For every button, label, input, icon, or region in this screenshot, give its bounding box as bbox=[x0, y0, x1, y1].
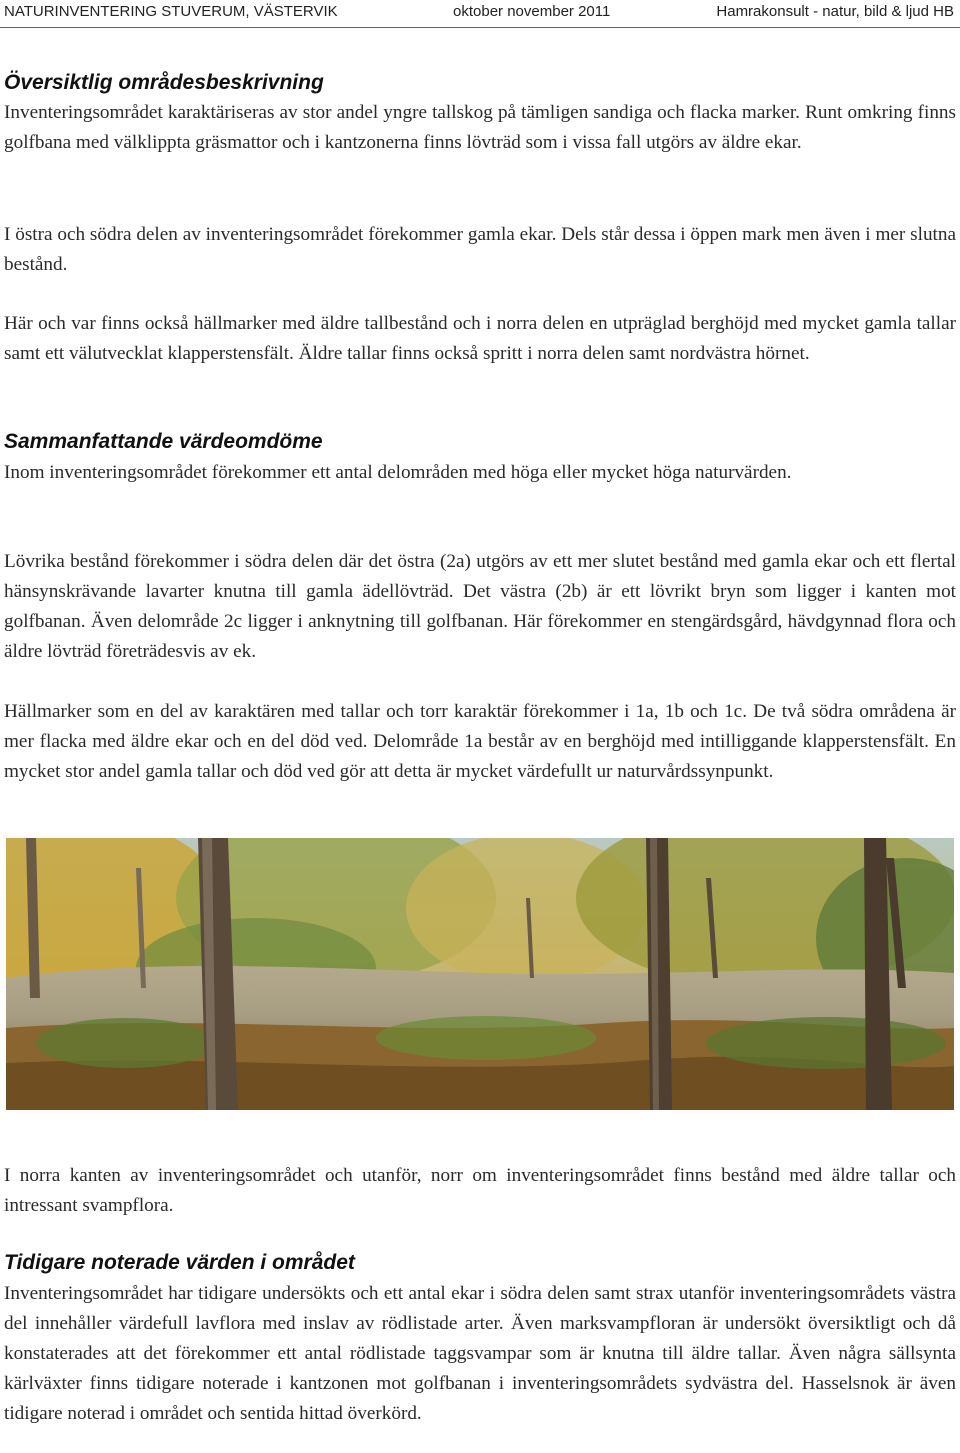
paragraph-summary-2: Lövrika bestånd förekommer i södra delen där det östra (2a) utgörs av ett mer slutet bestånd med gamla ekar och ett flertal hänsynskrävande lavarter knutna till gamla ädellövträd. Det västra (2b) är ett lövrikt bryn som ligger i kanten mot golfbanan. Även delområde 2c ligger i anknytning till golfbanan. Här förekommer en stengärdsgård, hävdgynnad flora och äldre lövträd företrädesvis av ek. bbox=[4, 551, 956, 662]
paragraph-summary-1: Inom inventeringsområdet förekommer ett antal delområden med höga eller mycket höga naturvärden. bbox=[4, 462, 792, 483]
paragraph-previous-values: Inventeringsområdet har tidigare undersökts och ett antal ekar i södra delen samt strax utanför inventeringsområdets västra del innehåller värdefull lavflora med inslav av rödlistade arter. Även marksvampfloran är undersökt översiktligt och då konstaterades att det förekommer ett antal rödlistade taggsvampar som är knutna till äldre tallar. Även några sällsynta kärlväxter finns tidigare noterade i kantzonen mot golfbanan i inventeringsområdets sydvästra del. Hasselsnok är även tidigare noterad i området och sentida hittad överkörd. bbox=[4, 1283, 956, 1424]
header-title: NATURINVENTERING STUVERUM, VÄSTERVIK bbox=[4, 3, 338, 20]
heading-previous-values: Tidigare noterade värden i området bbox=[4, 1251, 355, 1274]
forest-photo bbox=[6, 838, 954, 1110]
paragraph-summary-3: Hällmarker som en del av karaktären med tallar och torr karaktär förekommer i 1a, 1b och 1c. De två södra områdena är mer flacka med äldre ekar och en del död ved. Delområde 1a består av en berghöjd med intilliggande klapperstensfält. En mycket stor andel gamla tallar och död ved gör att detta är mycket värdefullt ur naturvårdssynpunkt. bbox=[4, 701, 956, 782]
header-divider bbox=[0, 27, 960, 28]
forest-illustration bbox=[6, 838, 954, 1110]
paragraph-overview-1: Inventeringsområdet karaktäriseras av stor andel yngre tallskog på tämligen sandiga och flacka marker. Runt omkring finns golfbana med välklippta gräsmattor och i kantzonerna finns lövträd som i vissa fall utgörs av äldre ekar. bbox=[4, 102, 956, 153]
heading-summary: Sammanfattande värdeomdöme bbox=[4, 430, 323, 453]
heading-overview: Översiktlig områdesbeskrivning bbox=[4, 71, 324, 94]
page-header bbox=[4, 0, 954, 24]
paragraph-overview-3: Här och var finns också hällmarker med äldre tallbestånd och i norra delen en utpräglad berghöjd med mycket gamla tallar samt ett välutvecklat klapperstensfält. Äldre tallar finns också spritt i norra delen samt nordvästra hörnet. bbox=[4, 313, 956, 364]
header-date: oktober november 2011 bbox=[453, 3, 611, 20]
header-publisher: Hamrakonsult - natur, bild & ljud HB bbox=[716, 3, 954, 20]
paragraph-overview-2: I östra och södra delen av inventeringsområdet förekommer gamla ekar. Dels står dessa i öppen mark men även i mer slutna bestånd. bbox=[4, 224, 956, 275]
paragraph-north-edge: I norra kanten av inventeringsområdet och utanför, norr om inventeringsområdet finns bestånd med äldre tallar och intressant svampflora. bbox=[4, 1165, 956, 1216]
